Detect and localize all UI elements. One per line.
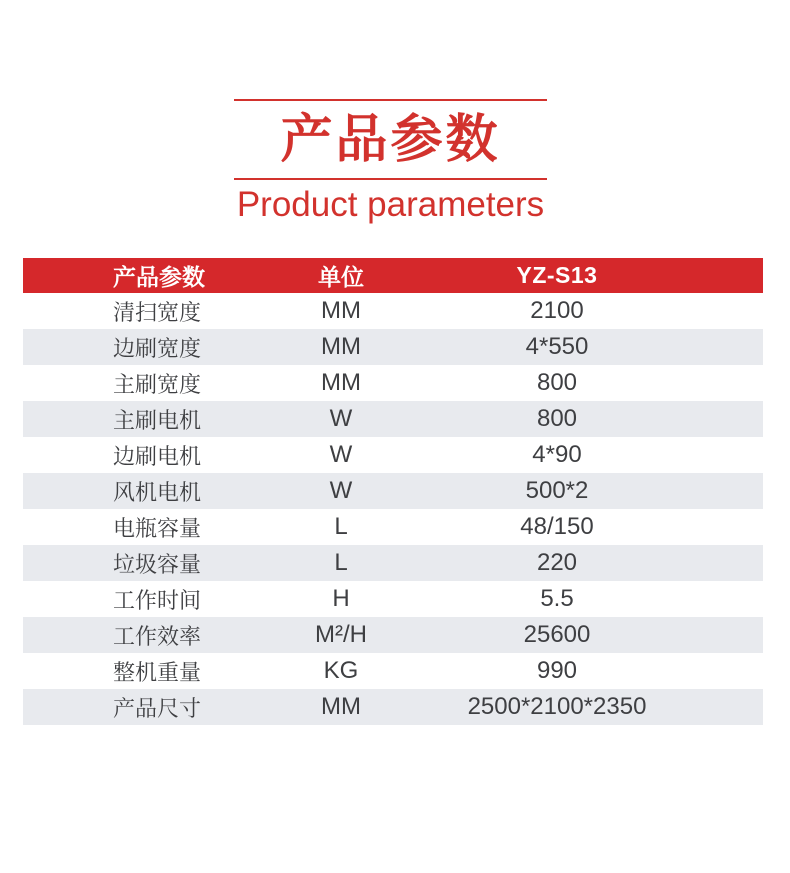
value-cell: 4*90 [532, 441, 582, 468]
title-block [234, 99, 547, 222]
row-spacer [677, 329, 763, 365]
table-row [23, 437, 763, 473]
value-cell: 25600 [523, 621, 591, 648]
parameter-name-cell: 电瓶容量 [113, 515, 202, 541]
row-spacer [677, 509, 763, 545]
table-row [23, 365, 763, 401]
row-spacer [677, 617, 763, 653]
parameter-name-cell: 工作效率 [113, 623, 202, 649]
parameter-name-cell: 边刷电机 [113, 443, 202, 469]
parameter-name-cell: 整机重量 [113, 659, 202, 685]
parameters-table [23, 258, 763, 725]
row-spacer [677, 401, 763, 437]
unit-cell: H [332, 585, 350, 612]
table-row [23, 473, 763, 509]
table-row [23, 653, 763, 689]
table-row [23, 509, 763, 545]
row-spacer [677, 653, 763, 689]
table-row [23, 617, 763, 653]
unit-cell: MM [321, 297, 361, 324]
unit-cell: KG [323, 657, 359, 684]
header-spacer [677, 258, 763, 293]
parameter-name-cell: 清扫宽度 [113, 299, 202, 325]
parameter-name-cell: 边刷宽度 [113, 335, 202, 361]
row-spacer [677, 293, 763, 329]
row-spacer [677, 473, 763, 509]
header-cell-unit: 单位 [318, 264, 364, 290]
page-title-english: Product parameters [236, 185, 545, 224]
table-row [23, 293, 763, 329]
table-row [23, 689, 763, 725]
value-cell: 800 [536, 405, 578, 432]
parameter-name-cell: 工作时间 [113, 587, 202, 613]
value-cell: 2100 [530, 297, 584, 324]
table-row [23, 401, 763, 437]
unit-cell: L [334, 513, 348, 540]
table-row [23, 545, 763, 581]
row-spacer [677, 437, 763, 473]
row-spacer [677, 689, 763, 725]
value-cell: 500*2 [525, 477, 589, 504]
unit-cell: W [329, 405, 353, 432]
unit-cell: MM [321, 333, 361, 360]
value-cell: 800 [536, 369, 578, 396]
table-header-row [23, 258, 763, 293]
parameter-name-cell: 产品尺寸 [113, 695, 202, 721]
header-cell-parameter: 产品参数 [113, 264, 205, 290]
table-row [23, 329, 763, 365]
value-cell: 5.5 [540, 585, 574, 612]
header-cell-model: YZ-S13 [516, 262, 598, 288]
row-spacer [677, 365, 763, 401]
unit-cell: W [329, 477, 353, 504]
unit-cell: MM [321, 693, 361, 720]
parameter-name-cell: 主刷电机 [113, 407, 202, 433]
value-cell: 4*550 [525, 333, 589, 360]
value-cell: 990 [536, 657, 578, 684]
unit-cell: W [329, 441, 353, 468]
unit-cell: M²/H [315, 621, 367, 648]
table-row [23, 581, 763, 617]
page-title-chinese: 产品参数 [280, 111, 501, 169]
value-cell: 48/150 [520, 513, 594, 540]
table-body [23, 293, 763, 725]
parameter-name-cell: 垃圾容量 [113, 551, 202, 577]
value-cell: 220 [536, 549, 578, 576]
parameter-name-cell: 主刷宽度 [113, 371, 202, 397]
row-spacer [677, 581, 763, 617]
row-spacer [677, 545, 763, 581]
value-cell: 2500*2100*2350 [467, 693, 647, 720]
unit-cell: MM [321, 369, 361, 396]
unit-cell: L [334, 549, 348, 576]
parameter-name-cell: 风机电机 [113, 479, 202, 505]
